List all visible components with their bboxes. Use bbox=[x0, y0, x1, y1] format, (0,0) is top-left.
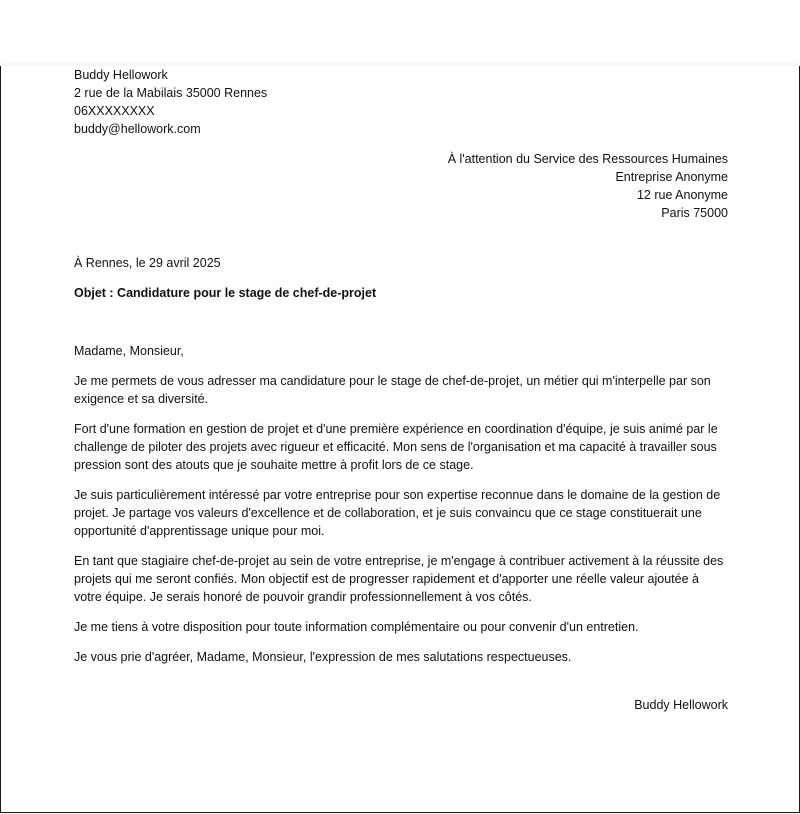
sender-email: buddy@hellowork.com bbox=[74, 122, 201, 136]
letter-content bbox=[74, 66, 728, 714]
salutation: Madame, Monsieur, bbox=[74, 344, 184, 358]
sender-phone: 06XXXXXXXX bbox=[74, 104, 155, 118]
subject-line: Objet : Candidature pour le stage de chef-de-projet bbox=[74, 286, 377, 300]
paragraph-motivation: Je suis particulièrement intéressé par votre entreprise pour son expertise reconnue dans le domaine de la gestion de projet. Je partage vos valeurs d'excellence et de collaboration, et je suis convaincu que ce stage constituerait une opportunité d'apprentissage unique pour moi. bbox=[74, 488, 721, 538]
paragraph-intro: Je me permets de vous adresser ma candidature pour le stage de chef-de-projet, un métier qui m'interpelle par son exigence et sa diversité. bbox=[74, 374, 711, 406]
sender-name: Buddy Hellowork bbox=[74, 68, 168, 82]
paragraph-availability: Je me tiens à votre disposition pour toute information complémentaire ou pour convenir d'un entretien. bbox=[74, 620, 639, 634]
recipient-street: 12 rue Anonyme bbox=[636, 188, 728, 202]
paragraph-background: Fort d'une formation en gestion de projet et d'une première expérience en coordination d'équipe, je suis animé par le challenge de piloter des projets avec rigueur et efficacité. Mon sens de l'organisation et ma capacité à travailler sous pression sont des atouts que je souhaite mettre à profit lors de ce stage. bbox=[74, 422, 718, 472]
recipient-attention: À l'attention du Service des Ressources Humaines bbox=[447, 152, 728, 166]
top-band bbox=[0, 0, 800, 66]
signature: Buddy Hellowork bbox=[634, 698, 728, 712]
recipient-block bbox=[74, 150, 728, 222]
paragraph-closing: Je vous prie d'agréer, Madame, Monsieur, l'expression de mes salutations respectueuses. bbox=[74, 650, 572, 664]
recipient-city: Paris 75000 bbox=[661, 206, 728, 220]
date-line: À Rennes, le 29 avril 2025 bbox=[74, 256, 221, 270]
recipient-company: Entreprise Anonyme bbox=[615, 170, 728, 184]
paragraph-commitment: En tant que stagiaire chef-de-projet au sein de votre entreprise, je m'engage à contribuer activement à la réussite des projets qui me seront confiés. Mon objectif est de progresser rapidement et d'apporter une réelle valeur ajoutée à votre équipe. Je serais honoré de pouvoir grandir professionnellement à vos côtés. bbox=[74, 554, 724, 604]
cover-letter-page bbox=[0, 66, 800, 813]
sender-address: 2 rue de la Mabilais 35000 Rennes bbox=[74, 86, 268, 100]
sender-block bbox=[74, 66, 728, 138]
